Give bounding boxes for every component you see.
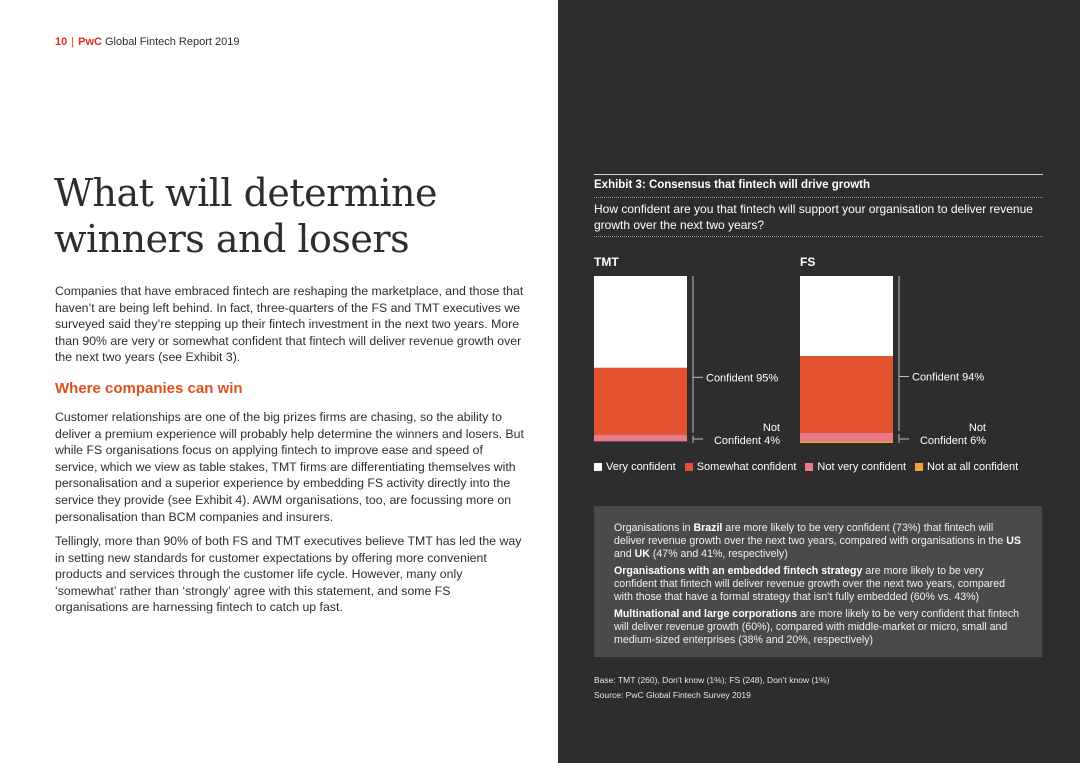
section-subheading: Where companies can win <box>55 380 243 397</box>
legend-item <box>915 461 1018 473</box>
header-separator: | <box>71 36 75 48</box>
bar-segment-tmt-very-confident <box>594 276 687 368</box>
chart-legend <box>594 461 1018 473</box>
callout-paragraph-1: Organisations in Brazil are more likely to be very confident (73%) that fintech will deliver revenue growth over the next two years, compared with organisations in the US and UK (47% and 41%, respectively) <box>614 522 1021 560</box>
page-number: 10 <box>55 36 68 48</box>
not-confident-label: Not <box>762 422 780 434</box>
chart-label-tmt: TMT <box>594 255 619 269</box>
legend-label: Not very confident <box>817 461 907 473</box>
body-paragraph-1: Customer relationships are one of the big prizes firms are chasing, so the ability to deliver a premium experience will probably help determine the winners and losers. But while FS organisations focus on applying fintech to improve ease and speed of service, which we view as table stakes, TMT firms are differentiating themselves with personalisation and a superior experience by embedding FS activity directly into the service they provide (see Exhibit 4). AWM organisations, too, are focussing more on personalisation than BCM companies and insurers. <box>55 410 524 524</box>
confident-label: Confident 95% <box>706 372 779 385</box>
source-note: Source: PwC Global Fintech Survey 2019 <box>594 690 751 700</box>
base-note: Base: TMT (260), Don’t know (1%); FS (248), Don’t know (1%) <box>594 675 830 685</box>
legend-label: Somewhat confident <box>696 461 797 473</box>
exhibit-question: How confident are you that fintech will support your organisation to deliver revenue growth over the next two years? <box>594 202 1033 232</box>
callout-paragraph-2: Organisations with an embedded fintech strategy are more likely to be very confident that fintech will deliver revenue growth over the next two years, compared with those that have a formal strategy that isn’t fully embedded (60% vs. 43%) <box>614 565 1005 603</box>
bar-segment-fs-not-very-confident <box>800 433 893 441</box>
page-title: What will determine winners and losers <box>54 171 437 261</box>
insights-callout <box>594 506 1042 657</box>
legend-item <box>594 461 676 473</box>
legend-swatch <box>805 463 813 471</box>
report-title: Global Fintech Report 2019 <box>104 36 240 48</box>
callout-paragraph-3: Multinational and large corporations are more likely to be very confident that fintech will deliver revenue growth (60%), compared with middle-market or micro, small and medium-sized enterprises (38% and 20%, respectively) <box>614 608 1020 646</box>
legend-swatch <box>915 463 923 471</box>
intro-paragraph: Companies that have embraced fintech are reshaping the marketplace, and those that haven’t are being left behind. In fact, three-quarters of the FS and TMT executives we surveyed said they’re stepping up their fintech investment in the next two years. More than 90% are very or somewhat confident that fintech will deliver revenue growth over the next two years (see Exhibit 3). <box>55 284 524 365</box>
confident-label: Confident 94% <box>912 371 985 384</box>
legend-item <box>685 461 797 473</box>
legend-label: Not at all confident <box>927 461 1019 473</box>
legend-swatch <box>594 463 602 471</box>
right-page <box>558 0 1080 763</box>
legend-swatch <box>685 463 693 471</box>
bar-segment-fs-not-at-all-confident <box>800 441 893 443</box>
chart-label-fs: FS <box>800 255 816 269</box>
legend-item <box>805 461 906 473</box>
exhibit-title: Exhibit 3: Consensus that fintech will drive growth <box>594 179 871 191</box>
not-confident-label: Confident 6% <box>919 435 986 447</box>
brand-name: PwC <box>78 36 102 48</box>
stacked-bar-chart <box>558 0 1080 460</box>
legend-label: Very confident <box>606 461 676 473</box>
bar-segment-fs-very-confident <box>800 276 893 356</box>
bar-segment-tmt-not-very-confident <box>594 435 687 442</box>
page-header <box>55 36 239 48</box>
bar-segment-tmt-somewhat-confident <box>594 368 687 435</box>
body-paragraph-2: Tellingly, more than 90% of both FS and TMT executives believe TMT has led the way in setting new standards for customer expectations by offering more convenient products and services through the customer life cycle. However, many only ‘somewhat’ rather than ‘strongly’ agree with this statement, and some FS organisations are harnessing fintech to catch up fast. <box>55 534 522 615</box>
not-confident-label: Confident 4% <box>713 435 780 447</box>
bar-segment-fs-somewhat-confident <box>800 356 893 433</box>
not-confident-label: Not <box>968 422 986 434</box>
